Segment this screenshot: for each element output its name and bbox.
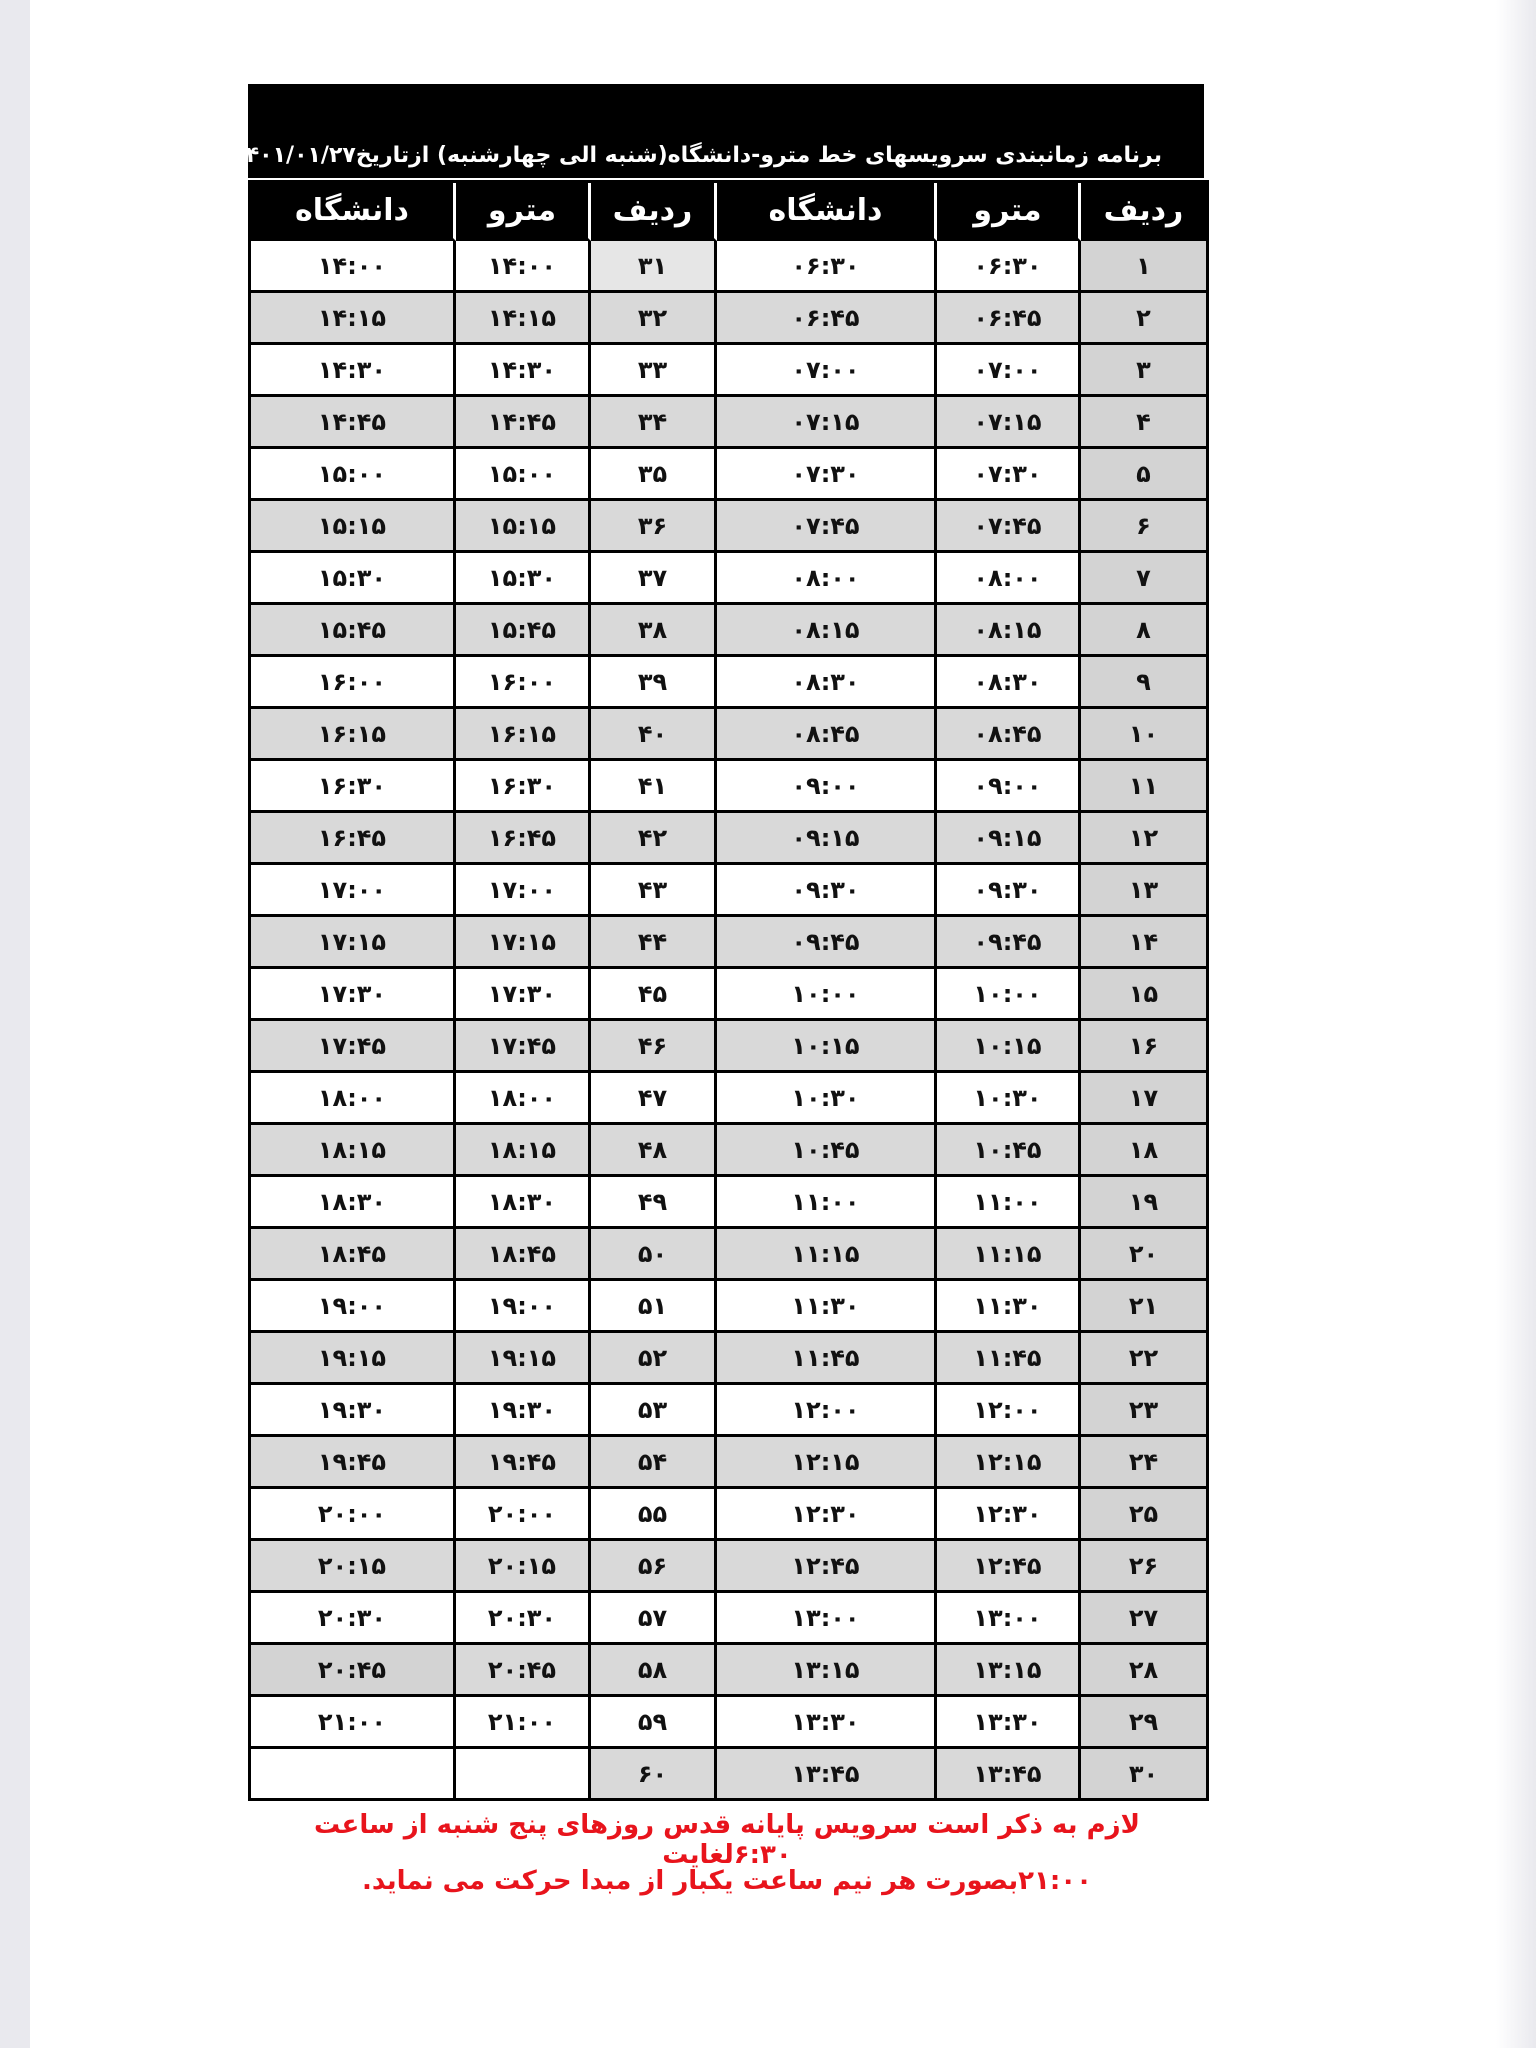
cell-metro-time-second-half: ۱۶:۴۵ — [456, 813, 591, 865]
cell-row-number-second-half: ۴۵ — [591, 969, 717, 1021]
cell-metro-time-first-half: ۰۹:۰۰ — [937, 761, 1081, 813]
cell-metro-time-second-half: ۱۵:۰۰ — [456, 449, 591, 501]
cell-row-number-second-half: ۵۴ — [591, 1437, 717, 1489]
cell-row-number-second-half: ۵۶ — [591, 1541, 717, 1593]
cell-row-number-second-half: ۳۳ — [591, 345, 717, 397]
cell-university-time-first-half: ۱۱:۱۵ — [717, 1229, 937, 1281]
table-row — [251, 1541, 1209, 1593]
cell-university-time-second-half — [251, 1749, 456, 1801]
cell-metro-time-second-half: ۱۹:۴۵ — [456, 1437, 591, 1489]
table-row — [251, 501, 1209, 553]
cell-row-number-first-half: ۵ — [1081, 449, 1209, 501]
cell-metro-time-first-half: ۱۰:۰۰ — [937, 969, 1081, 1021]
cell-metro-time-second-half: ۱۸:۴۵ — [456, 1229, 591, 1281]
cell-university-time-first-half: ۱۰:۳۰ — [717, 1073, 937, 1125]
cell-university-time-first-half: ۰۸:۳۰ — [717, 657, 937, 709]
table-header-row — [251, 183, 1209, 241]
cell-university-time-first-half: ۱۳:۰۰ — [717, 1593, 937, 1645]
cell-metro-time-second-half: ۱۴:۱۵ — [456, 293, 591, 345]
cell-metro-time-second-half: ۱۸:۰۰ — [456, 1073, 591, 1125]
schedule-title: برنامه زمانبندی سرویسهای خط مترو-دانشگاه(شنبه الی چهارشنبه) ازتاریخ۱۴۰۱/۰۱/۲۷ تااطلاع ثانوی — [81, 143, 1162, 168]
cell-row-number-first-half: ۱۴ — [1081, 917, 1209, 969]
table-row — [251, 605, 1209, 657]
cell-row-number-first-half: ۱ — [1081, 241, 1209, 293]
cell-metro-time-first-half: ۱۳:۰۰ — [937, 1593, 1081, 1645]
cell-row-number-second-half: ۵۹ — [591, 1697, 717, 1749]
cell-metro-time-second-half: ۱۵:۳۰ — [456, 553, 591, 605]
table-row — [251, 345, 1209, 397]
header-metro-second-half: مترو — [456, 183, 591, 241]
cell-university-time-first-half: ۰۹:۱۵ — [717, 813, 937, 865]
cell-row-number-second-half: ۶۰ — [591, 1749, 717, 1801]
cell-row-number-first-half: ۸ — [1081, 605, 1209, 657]
cell-row-number-first-half: ۲۵ — [1081, 1489, 1209, 1541]
cell-metro-time-first-half: ۱۳:۴۵ — [937, 1749, 1081, 1801]
cell-row-number-second-half: ۳۶ — [591, 501, 717, 553]
cell-university-time-second-half: ۱۶:۰۰ — [251, 657, 456, 709]
table-row — [251, 1333, 1209, 1385]
table-row — [251, 1281, 1209, 1333]
cell-metro-time-second-half: ۲۰:۳۰ — [456, 1593, 591, 1645]
cell-university-time-first-half: ۰۹:۴۵ — [717, 917, 937, 969]
cell-metro-time-first-half: ۱۲:۱۵ — [937, 1437, 1081, 1489]
cell-row-number-second-half: ۴۶ — [591, 1021, 717, 1073]
table-row — [251, 1229, 1209, 1281]
cell-university-time-first-half: ۰۸:۰۰ — [717, 553, 937, 605]
cell-university-time-second-half: ۱۶:۱۵ — [251, 709, 456, 761]
cell-metro-time-second-half: ۱۷:۱۵ — [456, 917, 591, 969]
cell-university-time-second-half: ۱۴:۰۰ — [251, 241, 456, 293]
cell-metro-time-second-half: ۱۷:۳۰ — [456, 969, 591, 1021]
cell-metro-time-first-half: ۰۶:۳۰ — [937, 241, 1081, 293]
cell-row-number-first-half: ۱۳ — [1081, 865, 1209, 917]
cell-university-time-first-half: ۰۸:۴۵ — [717, 709, 937, 761]
cell-metro-time-first-half: ۰۹:۳۰ — [937, 865, 1081, 917]
cell-row-number-first-half: ۲۲ — [1081, 1333, 1209, 1385]
schedule-table — [248, 180, 1209, 1801]
cell-metro-time-second-half: ۲۱:۰۰ — [456, 1697, 591, 1749]
cell-university-time-second-half: ۱۹:۳۰ — [251, 1385, 456, 1437]
cell-metro-time-first-half: ۱۱:۰۰ — [937, 1177, 1081, 1229]
notice-line-2: ۲۱:۰۰بصورت هر نیم ساعت یکبار از مبدا حرکت می نماید. — [361, 1866, 1093, 1896]
cell-metro-time-second-half: ۱۸:۱۵ — [456, 1125, 591, 1177]
cell-metro-time-first-half: ۱۱:۳۰ — [937, 1281, 1081, 1333]
table-row — [251, 865, 1209, 917]
cell-university-time-second-half: ۱۴:۴۵ — [251, 397, 456, 449]
cell-metro-time-first-half: ۱۳:۳۰ — [937, 1697, 1081, 1749]
cell-university-time-second-half: ۱۵:۴۵ — [251, 605, 456, 657]
cell-university-time-first-half: ۱۳:۴۵ — [717, 1749, 937, 1801]
schedule-title-bar — [81, 84, 1204, 178]
table-row — [251, 1697, 1209, 1749]
header-row-number-first-half: ردیف — [1081, 183, 1209, 241]
cell-university-time-second-half: ۱۷:۰۰ — [251, 865, 456, 917]
cell-metro-time-first-half: ۰۷:۱۵ — [937, 397, 1081, 449]
table-row — [251, 241, 1209, 293]
table-row — [251, 553, 1209, 605]
header-metro-first-half: مترو — [937, 183, 1081, 241]
cell-university-time-first-half: ۰۷:۱۵ — [717, 397, 937, 449]
cell-row-number-first-half: ۶ — [1081, 501, 1209, 553]
cell-metro-time-second-half: ۲۰:۴۵ — [456, 1645, 591, 1697]
table-row — [251, 813, 1209, 865]
cell-university-time-first-half: ۱۰:۱۵ — [717, 1021, 937, 1073]
cell-metro-time-first-half: ۰۷:۴۵ — [937, 501, 1081, 553]
cell-metro-time-first-half: ۱۲:۳۰ — [937, 1489, 1081, 1541]
cell-university-time-first-half: ۰۷:۳۰ — [717, 449, 937, 501]
table-row — [251, 1177, 1209, 1229]
cell-university-time-first-half: ۱۳:۱۵ — [717, 1645, 937, 1697]
cell-metro-time-first-half: ۰۸:۰۰ — [937, 553, 1081, 605]
cell-university-time-second-half: ۲۰:۱۵ — [251, 1541, 456, 1593]
cell-university-time-first-half: ۱۲:۰۰ — [717, 1385, 937, 1437]
cell-metro-time-first-half: ۱۰:۳۰ — [937, 1073, 1081, 1125]
cell-university-time-second-half: ۱۶:۳۰ — [251, 761, 456, 813]
cell-row-number-second-half: ۳۷ — [591, 553, 717, 605]
cell-university-time-first-half: ۱۱:۰۰ — [717, 1177, 937, 1229]
table-row — [251, 1593, 1209, 1645]
cell-metro-time-second-half: ۱۴:۰۰ — [456, 241, 591, 293]
cell-row-number-first-half: ۲۷ — [1081, 1593, 1209, 1645]
cell-row-number-first-half: ۹ — [1081, 657, 1209, 709]
cell-row-number-second-half: ۴۷ — [591, 1073, 717, 1125]
cell-row-number-second-half: ۳۲ — [591, 293, 717, 345]
cell-university-time-first-half: ۱۲:۳۰ — [717, 1489, 937, 1541]
cell-university-time-first-half: ۰۷:۰۰ — [717, 345, 937, 397]
cell-metro-time-second-half: ۱۵:۴۵ — [456, 605, 591, 657]
cell-university-time-second-half: ۱۴:۱۵ — [251, 293, 456, 345]
cell-university-time-first-half: ۱۱:۳۰ — [717, 1281, 937, 1333]
cell-university-time-second-half: ۱۵:۳۰ — [251, 553, 456, 605]
header-row-number-second-half: ردیف — [591, 183, 717, 241]
table-row — [251, 293, 1209, 345]
cell-metro-time-first-half: ۰۸:۴۵ — [937, 709, 1081, 761]
notice-line-1: لازم به ذکر است سرویس پایانه قدس روزهای پنج شنبه از ساعت ۶:۳۰لغایت — [314, 1810, 1140, 1870]
cell-row-number-second-half: ۵۱ — [591, 1281, 717, 1333]
cell-university-time-first-half: ۱۲:۴۵ — [717, 1541, 937, 1593]
cell-university-time-first-half: ۱۳:۳۰ — [717, 1697, 937, 1749]
cell-university-time-first-half: ۱۱:۴۵ — [717, 1333, 937, 1385]
cell-row-number-first-half: ۳ — [1081, 345, 1209, 397]
table-row — [251, 917, 1209, 969]
cell-metro-time-second-half: ۱۷:۴۵ — [456, 1021, 591, 1073]
cell-metro-time-first-half: ۱۲:۰۰ — [937, 1385, 1081, 1437]
cell-metro-time-second-half: ۱۴:۳۰ — [456, 345, 591, 397]
cell-university-time-second-half: ۱۸:۳۰ — [251, 1177, 456, 1229]
table-row — [251, 1385, 1209, 1437]
cell-row-number-second-half: ۵۲ — [591, 1333, 717, 1385]
cell-metro-time-first-half: ۰۹:۴۵ — [937, 917, 1081, 969]
cell-metro-time-second-half: ۲۰:۰۰ — [456, 1489, 591, 1541]
cell-row-number-first-half: ۱۹ — [1081, 1177, 1209, 1229]
cell-university-time-second-half: ۱۷:۳۰ — [251, 969, 456, 1021]
cell-metro-time-second-half: ۱۴:۴۵ — [456, 397, 591, 449]
cell-row-number-second-half: ۴۱ — [591, 761, 717, 813]
cell-row-number-second-half: ۴۳ — [591, 865, 717, 917]
cell-university-time-first-half: ۰۸:۱۵ — [717, 605, 937, 657]
cell-metro-time-second-half: ۱۹:۰۰ — [456, 1281, 591, 1333]
cell-row-number-first-half: ۷ — [1081, 553, 1209, 605]
cell-metro-time-second-half: ۱۹:۳۰ — [456, 1385, 591, 1437]
cell-university-time-first-half: ۰۷:۴۵ — [717, 501, 937, 553]
cell-metro-time-second-half: ۱۵:۱۵ — [456, 501, 591, 553]
cell-university-time-first-half: ۰۹:۰۰ — [717, 761, 937, 813]
cell-university-time-second-half: ۱۹:۱۵ — [251, 1333, 456, 1385]
cell-metro-time-first-half: ۰۷:۳۰ — [937, 449, 1081, 501]
cell-metro-time-first-half: ۱۲:۴۵ — [937, 1541, 1081, 1593]
table-row — [251, 449, 1209, 501]
table-row — [251, 1749, 1209, 1801]
cell-row-number-first-half: ۲۶ — [1081, 1541, 1209, 1593]
cell-metro-time-first-half: ۰۹:۱۵ — [937, 813, 1081, 865]
cell-row-number-second-half: ۵۳ — [591, 1385, 717, 1437]
cell-metro-time-second-half — [456, 1749, 591, 1801]
cell-row-number-second-half: ۳۹ — [591, 657, 717, 709]
cell-row-number-second-half: ۳۴ — [591, 397, 717, 449]
cell-university-time-second-half: ۱۵:۰۰ — [251, 449, 456, 501]
table-row — [251, 657, 1209, 709]
cell-university-time-second-half: ۱۷:۴۵ — [251, 1021, 456, 1073]
cell-row-number-first-half: ۴ — [1081, 397, 1209, 449]
cell-university-time-second-half: ۱۴:۳۰ — [251, 345, 456, 397]
cell-university-time-second-half: ۲۱:۰۰ — [251, 1697, 456, 1749]
cell-metro-time-first-half: ۱۰:۴۵ — [937, 1125, 1081, 1177]
cell-metro-time-second-half: ۱۶:۰۰ — [456, 657, 591, 709]
table-row — [251, 709, 1209, 761]
cell-row-number-second-half: ۳۸ — [591, 605, 717, 657]
table-row — [251, 761, 1209, 813]
cell-metro-time-second-half: ۱۶:۳۰ — [456, 761, 591, 813]
cell-row-number-second-half: ۳۱ — [591, 241, 717, 293]
cell-university-time-second-half: ۱۹:۴۵ — [251, 1437, 456, 1489]
cell-metro-time-first-half: ۰۸:۳۰ — [937, 657, 1081, 709]
cell-row-number-second-half: ۴۸ — [591, 1125, 717, 1177]
cell-university-time-second-half: ۱۹:۰۰ — [251, 1281, 456, 1333]
cell-row-number-first-half: ۲۹ — [1081, 1697, 1209, 1749]
cell-university-time-first-half: ۰۶:۴۵ — [717, 293, 937, 345]
cell-metro-time-first-half: ۱۱:۱۵ — [937, 1229, 1081, 1281]
cell-university-time-second-half: ۱۷:۱۵ — [251, 917, 456, 969]
cell-university-time-second-half: ۱۸:۰۰ — [251, 1073, 456, 1125]
table-row — [251, 397, 1209, 449]
cell-university-time-second-half: ۱۸:۱۵ — [251, 1125, 456, 1177]
cell-row-number-first-half: ۲ — [1081, 293, 1209, 345]
cell-university-time-first-half: ۰۶:۳۰ — [717, 241, 937, 293]
cell-row-number-second-half: ۳۵ — [591, 449, 717, 501]
cell-row-number-first-half: ۱۶ — [1081, 1021, 1209, 1073]
cell-row-number-first-half: ۱۷ — [1081, 1073, 1209, 1125]
cell-university-time-first-half: ۱۲:۱۵ — [717, 1437, 937, 1489]
cell-metro-time-first-half: ۰۸:۱۵ — [937, 605, 1081, 657]
table-row — [251, 969, 1209, 1021]
table-row — [251, 1073, 1209, 1125]
cell-row-number-second-half: ۵۸ — [591, 1645, 717, 1697]
table-row — [251, 1489, 1209, 1541]
cell-metro-time-first-half: ۱۳:۱۵ — [937, 1645, 1081, 1697]
schedule-body — [251, 241, 1209, 1801]
cell-row-number-first-half: ۱۵ — [1081, 969, 1209, 1021]
cell-row-number-first-half: ۱۰ — [1081, 709, 1209, 761]
table-row — [251, 1125, 1209, 1177]
cell-row-number-first-half: ۲۰ — [1081, 1229, 1209, 1281]
page-edge — [1496, 0, 1536, 2048]
table-row — [251, 1437, 1209, 1489]
cell-university-time-second-half: ۲۰:۴۵ — [251, 1645, 456, 1697]
cell-row-number-second-half: ۴۰ — [591, 709, 717, 761]
table-row — [251, 1021, 1209, 1073]
cell-university-time-first-half: ۰۹:۳۰ — [717, 865, 937, 917]
cell-metro-time-second-half: ۱۹:۱۵ — [456, 1333, 591, 1385]
cell-university-time-second-half: ۲۰:۳۰ — [251, 1593, 456, 1645]
cell-row-number-first-half: ۳۰ — [1081, 1749, 1209, 1801]
cell-metro-time-second-half: ۱۷:۰۰ — [456, 865, 591, 917]
cell-row-number-first-half: ۲۴ — [1081, 1437, 1209, 1489]
cell-row-number-first-half: ۲۸ — [1081, 1645, 1209, 1697]
cell-row-number-first-half: ۲۳ — [1081, 1385, 1209, 1437]
cell-row-number-second-half: ۴۲ — [591, 813, 717, 865]
cell-university-time-second-half: ۱۵:۱۵ — [251, 501, 456, 553]
cell-university-time-first-half: ۱۰:۴۵ — [717, 1125, 937, 1177]
cell-row-number-first-half: ۱۱ — [1081, 761, 1209, 813]
header-university-second-half: دانشگاه — [251, 183, 456, 241]
cell-metro-time-second-half: ۱۶:۱۵ — [456, 709, 591, 761]
cell-university-time-first-half: ۱۰:۰۰ — [717, 969, 937, 1021]
cell-row-number-first-half: ۱۲ — [1081, 813, 1209, 865]
cell-row-number-second-half: ۵۵ — [591, 1489, 717, 1541]
cell-university-time-second-half: ۱۶:۴۵ — [251, 813, 456, 865]
cell-row-number-second-half: ۵۰ — [591, 1229, 717, 1281]
cell-metro-time-first-half: ۱۱:۴۵ — [937, 1333, 1081, 1385]
cell-row-number-first-half: ۱۸ — [1081, 1125, 1209, 1177]
cell-metro-time-first-half: ۰۷:۰۰ — [937, 345, 1081, 397]
cell-university-time-second-half: ۲۰:۰۰ — [251, 1489, 456, 1541]
cell-row-number-second-half: ۵۷ — [591, 1593, 717, 1645]
header-university-first-half: دانشگاه — [717, 183, 937, 241]
cell-metro-time-first-half: ۱۰:۱۵ — [937, 1021, 1081, 1073]
cell-row-number-second-half: ۴۴ — [591, 917, 717, 969]
cell-metro-time-second-half: ۱۸:۳۰ — [456, 1177, 591, 1229]
cell-row-number-second-half: ۴۹ — [591, 1177, 717, 1229]
table-row — [251, 1645, 1209, 1697]
cell-university-time-second-half: ۱۸:۴۵ — [251, 1229, 456, 1281]
cell-metro-time-second-half: ۲۰:۱۵ — [456, 1541, 591, 1593]
cell-row-number-first-half: ۲۱ — [1081, 1281, 1209, 1333]
cell-metro-time-first-half: ۰۶:۴۵ — [937, 293, 1081, 345]
